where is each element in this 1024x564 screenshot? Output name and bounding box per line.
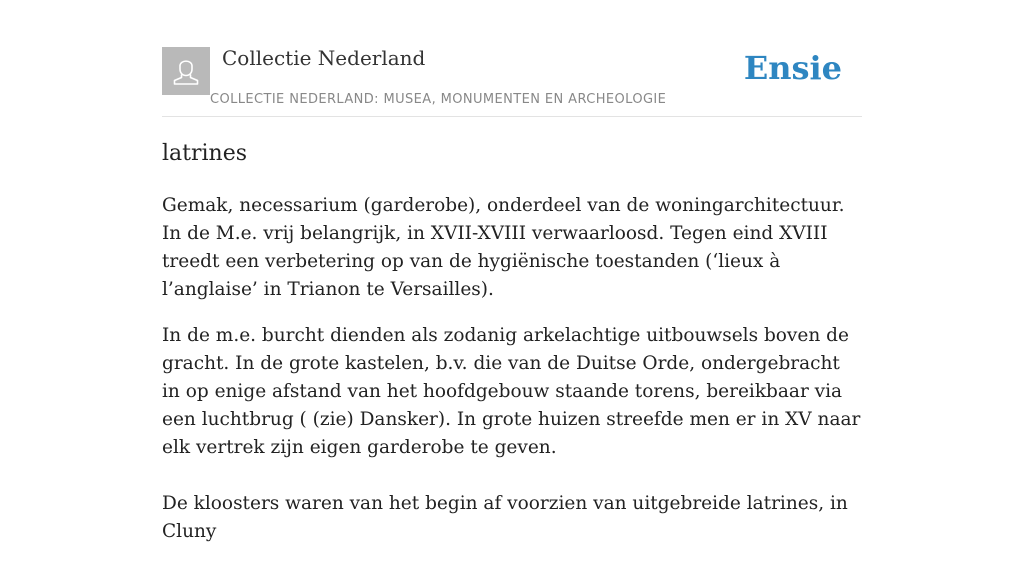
source-name[interactable]: Collectie Nederland [222,46,426,70]
article-paragraph: In de m.e. burcht dienden als zodanig arkelachtige uitbouwsels boven de gracht. In de grote kastelen, b.v. die van de Duitse Orde, ondergebracht in op enige afstand van het hoofdgebouw staande torens, bereikbaar via een luchtbrug ( (zie) Dansker). In grote huizen streefde men er in XV naar elk vertrek zijn eigen garderobe te geven. [162,325,861,458]
source-subtitle[interactable]: COLLECTIE NEDERLAND: MUSEA, MONUMENTEN EN ARCHEOLOGIE [210,92,667,107]
article-paragraph: Gemak, necessarium (garderobe), onderdeel van de woningarchitectuur. In de M.e. vrij belangrijk, in XVII-XVIII verwaarloosd. Tegen eind XVIII treedt een verbetering op van de hygiënische toestanden (‘lieux à l’anglaise’ in Trianon te Versailles). [162,195,845,300]
ensie-logo[interactable]: Ensie [743,49,842,87]
page-container [162,0,862,542]
article-paragraph: De kloosters waren van het begin af voorzien van uitgebreide latrines, in Cluny [162,493,848,542]
article-body [162,192,862,564]
article-title: latrines [162,141,248,166]
user-silhouette-icon[interactable] [162,47,210,95]
source-header [162,0,862,117]
